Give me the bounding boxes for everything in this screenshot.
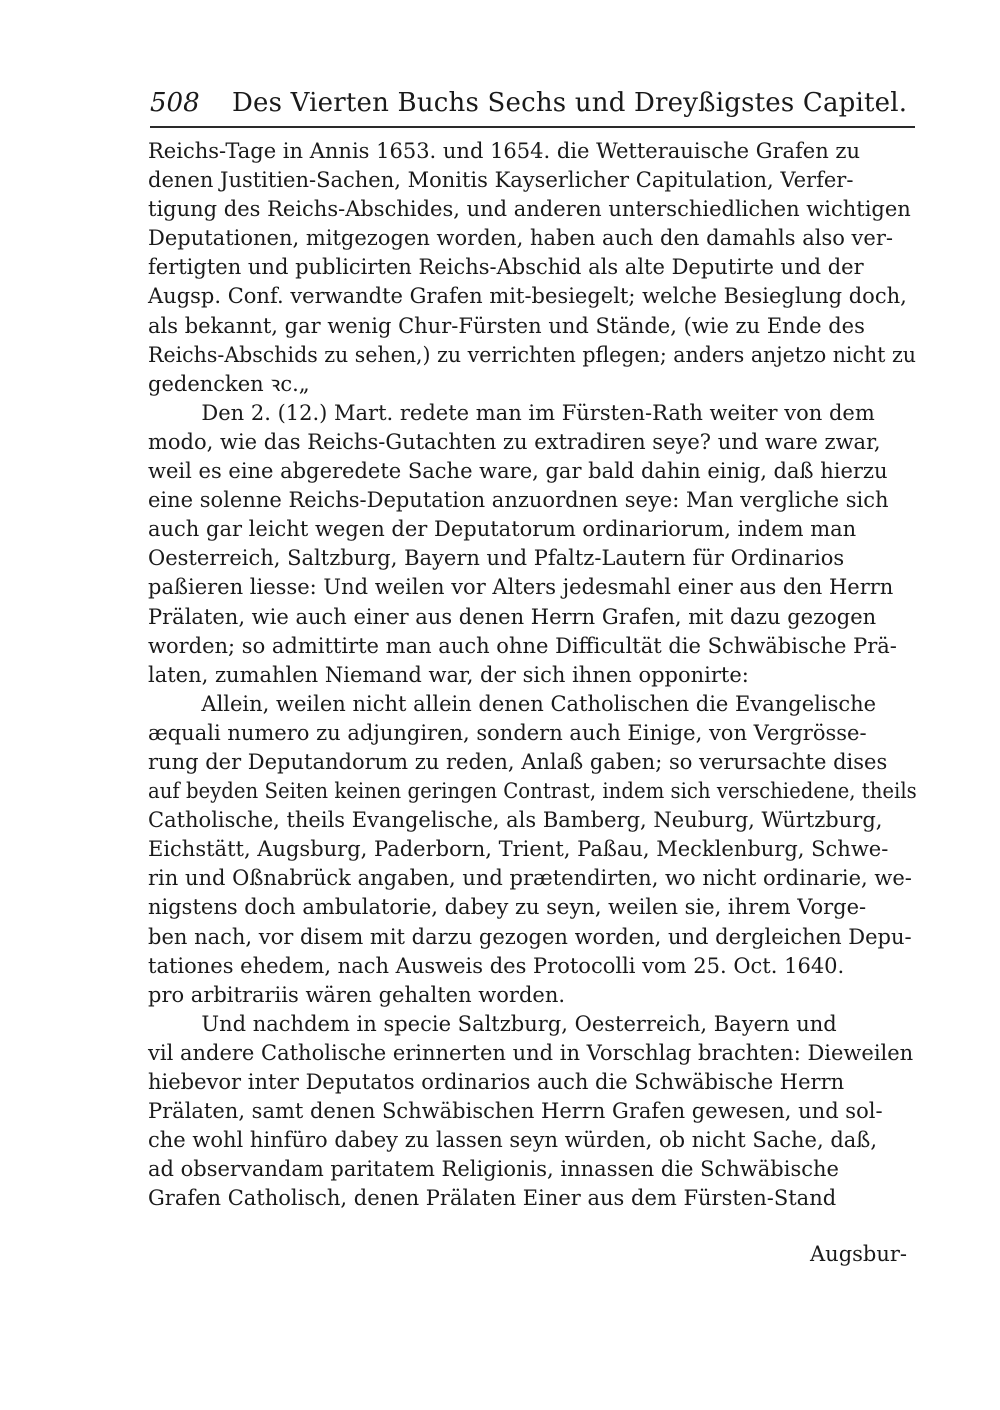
text-line: Den 2. (12.) Mart. redete man im Fürsten-Rath weiter von dem [148,400,875,425]
text-line: als bekannt, gar wenig Chur-Fürsten und Stände, (wie zu Ende des [148,313,865,338]
text-line: fertigten und publicirten Reichs-Abschid als alte Deputirte und der [148,255,864,280]
text-line: auch gar leicht wegen der Deputatorum ordinariorum, indem man [148,517,857,542]
text-line: nigstens doch ambulatorie, dabey zu seyn, weilen sie, ihrem Vorge- [148,895,867,920]
text-line: Und nachdem in specie Saltzburg, Oesterreich, Bayern und [148,1011,837,1036]
page-number: 508 [150,88,200,118]
text-line: Grafen Catholisch, denen Prälaten Einer aus dem Fürsten-Stand [148,1186,837,1211]
text-line: modo, wie das Reichs-Gutachten zu extradiren seye? und ware zwar, [148,429,881,454]
text-line: Eichstätt, Augsburg, Paderborn, Trient, Paßau, Mecklenburg, Schwe- [148,837,889,862]
text-line: pro arbitrariis wären gehalten worden. [148,982,566,1007]
text-line: Reichs-Abschids zu sehen,) zu verrichten pflegen; anders anjetzo nicht zu [148,342,916,367]
text-line: Catholische, theils Evangelische, als Bamberg, Neuburg, Würtzburg, [148,808,883,833]
text-line: tigung des Reichs-Abschides, und anderen unterschiedlichen wichtigen [148,197,911,222]
text-line: laten, zumahlen Niemand war, der sich ihnen opponirte: [148,662,749,687]
text-line: Oesterreich, Saltzburg, Bayern und Pfaltz-Lautern für Ordinarios [148,546,845,571]
text-line: worden; so admittirte man auch ohne Difficultät die Schwäbische Prä- [148,633,897,658]
text-line: auf beyden Seiten keinen geringen Contrast, indem sich verschiedene, theils [148,779,917,804]
text-line: paßieren liesse: Und weilen vor Alters jedesmahl einer aus den Herrn [148,575,894,600]
text-line: gedencken ꝛc.„ [148,371,310,396]
text-line: Reichs-Tage in Annis 1653. und 1654. die Wetterauische Grafen zu [148,139,861,163]
text-line: æquali numero zu adjungiren, sondern auch Einige, von Vergrösse- [148,720,867,745]
text-line: Augsp. Conf. verwandte Grafen mit-besiegelt; welche Besieglung doch, [148,284,907,309]
body-text [148,137,918,1213]
text-line: eine solenne Reichs-Deputation anzuordnen seye: Man vergliche sich [148,488,889,513]
text-line: rin und Oßnabrück angaben, und prætendirten, wo nicht ordinarie, we- [148,866,912,891]
text-line: vil andere Catholische erinnerten und in Vorschlag brachten: Dieweilen [148,1040,914,1065]
catchword: Augsbur- [810,1242,908,1266]
page-header [150,86,915,120]
text-line: Prälaten, samt denen Schwäbischen Herrn Grafen gewesen, und sol- [148,1099,883,1124]
text-line: Prälaten, wie auch einer aus denen Herrn Grafen, mit dazu gezogen [148,604,877,629]
text-line: che wohl hinfüro dabey zu lassen seyn würden, ob nicht Sache, daß, [148,1128,877,1153]
text-line: ben nach, vor disem mit darzu gezogen worden, und dergleichen Depu- [148,924,912,949]
text-line: Deputationen, mitgezogen worden, haben auch den damahls also ver- [148,226,893,251]
text-line: rung der Deputandorum zu reden, Anlaß gaben; so verursachte dises [148,749,888,774]
text-line: ad observandam paritatem Religionis, innassen die Schwäbische [148,1157,839,1182]
running-title: Des Vierten Buchs Sechs und Dreyßigstes Capitel. [232,88,908,118]
text-line: hiebevor inter Deputatos ordinarios auch die Schwäbische Herrn [148,1070,845,1094]
text-line: tationes ehedem, nach Ausweis des Protocolli vom 25. Oct. 1640. [148,953,845,978]
text-line: weil es eine abgeredete Sache ware, gar bald dahin einig, daß hierzu [148,459,888,484]
header-rule [150,126,915,128]
text-line: Allein, weilen nicht allein denen Catholischen die Evangelische [148,691,877,716]
text-line: denen Justitien-Sachen, Monitis Kayserlicher Capitulation, Verfer- [148,168,854,193]
